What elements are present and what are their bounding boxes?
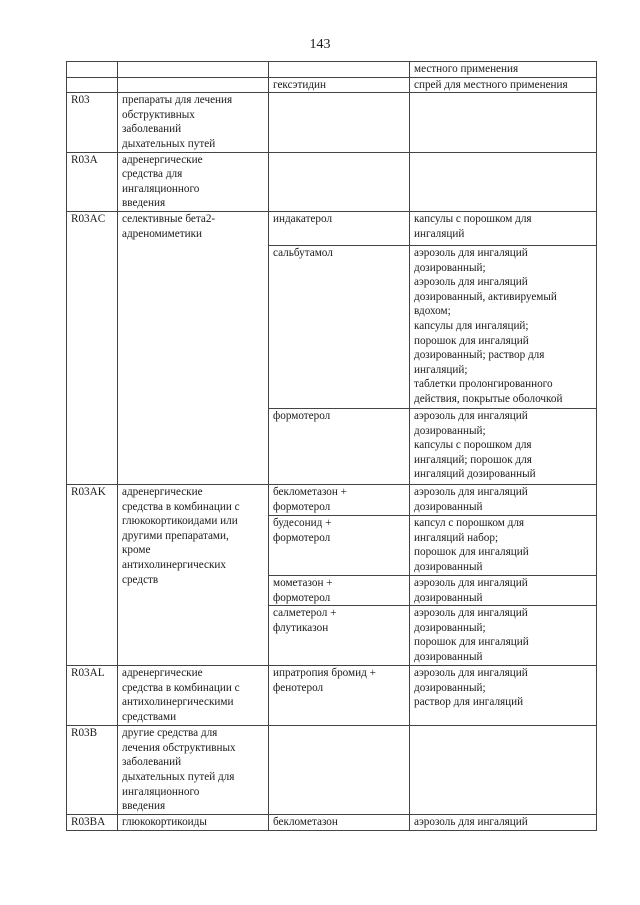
- code-cell: R03AK: [67, 484, 118, 665]
- group-name-cell: адренергические средства для ингаляционного введения: [118, 152, 269, 211]
- dosage-form-cell: спрей для местного применения: [410, 77, 597, 93]
- code-cell: [67, 77, 118, 93]
- code-cell: R03BA: [67, 815, 118, 831]
- table-row: [67, 93, 597, 152]
- dosage-form-cell: капсулы с порошком для ингаляций: [410, 211, 597, 245]
- group-name-cell: [118, 77, 269, 93]
- table-row: [67, 152, 597, 211]
- code-cell: [67, 62, 118, 78]
- dosage-form-cell: аэрозоль для ингаляций дозированный; капсулы с порошком для ингаляций; порошок для ингаляций дозированный: [410, 408, 597, 484]
- inn-cell: гексэтидин: [269, 77, 410, 93]
- dosage-form-cell: местного применения: [410, 62, 597, 78]
- code-cell: R03: [67, 93, 118, 152]
- code-cell: R03B: [67, 726, 118, 815]
- inn-cell: [269, 62, 410, 78]
- inn-cell: беклометазон: [269, 815, 410, 831]
- group-name-cell: адренергические средства в комбинации с глюкокортикоидами или другими препаратами, кроме антихолинергических средств: [118, 484, 269, 665]
- table-row: [67, 726, 597, 815]
- dosage-form-cell: аэрозоль для ингаляций дозированный; аэрозоль для ингаляций дозированный, активируемый вдохом; капсулы для ингаляций; порошок для ингаляций дозированный; раствор для ингаляций; таблетки пролонгированного действия, покрытые оболочкой: [410, 245, 597, 408]
- inn-cell: беклометазон + формотерол: [269, 484, 410, 515]
- table-row: [67, 77, 597, 93]
- inn-cell: салметерол + флутиказон: [269, 606, 410, 666]
- group-name-cell: [118, 62, 269, 78]
- inn-cell: сальбутамол: [269, 245, 410, 408]
- inn-cell: [269, 93, 410, 152]
- dosage-form-cell: аэрозоль для ингаляций дозированный: [410, 575, 597, 605]
- inn-cell: ипратропия бромид + фенотерол: [269, 666, 410, 726]
- group-name-cell: адренергические средства в комбинации с антихолинергическими средствами: [118, 666, 269, 726]
- inn-cell: формотерол: [269, 408, 410, 484]
- table-row: [67, 62, 597, 78]
- dosage-form-cell: аэрозоль для ингаляций дозированный: [410, 484, 597, 515]
- code-cell: R03AL: [67, 666, 118, 726]
- drug-table: [66, 61, 597, 831]
- group-name-cell: селективные бета2- адреномиметики: [118, 211, 269, 484]
- code-cell: R03A: [67, 152, 118, 211]
- table-row: [67, 666, 597, 726]
- inn-cell: индакатерол: [269, 211, 410, 245]
- inn-cell: [269, 726, 410, 815]
- dosage-form-cell: [410, 93, 597, 152]
- group-name-cell: препараты для лечения обструктивных заболеваний дыхательных путей: [118, 93, 269, 152]
- dosage-form-cell: [410, 726, 597, 815]
- table-row: [67, 815, 597, 831]
- dosage-form-cell: аэрозоль для ингаляций: [410, 815, 597, 831]
- group-name-cell: глюкокортикоиды: [118, 815, 269, 831]
- dosage-form-cell: [410, 152, 597, 211]
- dosage-form-cell: аэрозоль для ингаляций дозированный; раствор для ингаляций: [410, 666, 597, 726]
- inn-cell: [269, 152, 410, 211]
- code-cell: R03AC: [67, 211, 118, 484]
- inn-cell: будесонид + формотерол: [269, 515, 410, 575]
- group-name-cell: другие средства для лечения обструктивных заболеваний дыхательных путей для ингаляционного введения: [118, 726, 269, 815]
- inn-cell: мометазон + формотерол: [269, 575, 410, 605]
- dosage-form-cell: аэрозоль для ингаляций дозированный; порошок для ингаляций дозированный: [410, 606, 597, 666]
- dosage-form-cell: капсул с порошком для ингаляций набор; порошок для ингаляций дозированный: [410, 515, 597, 575]
- table-row: [67, 484, 597, 515]
- table-row: [67, 211, 597, 245]
- page-number: 143: [309, 37, 331, 52]
